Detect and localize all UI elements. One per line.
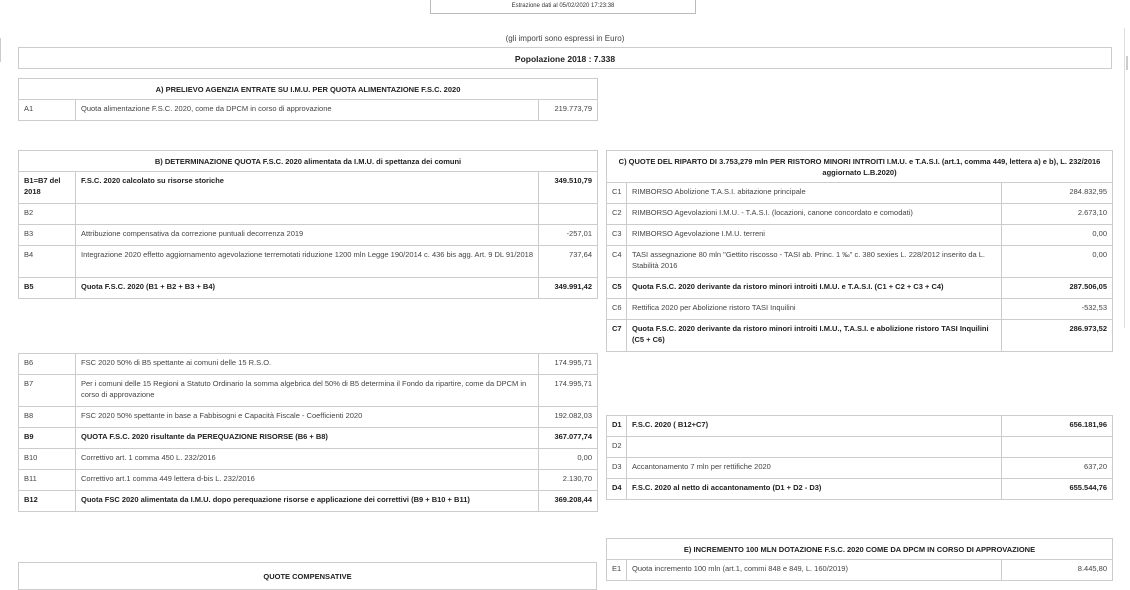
currency-note: (gli importi sono espressi in Euro) <box>505 34 625 43</box>
row-value: 219.773,79 <box>539 100 598 121</box>
row-value: 0,00 <box>1002 246 1113 278</box>
row-code: B6 <box>19 354 76 375</box>
row-value: 637,20 <box>1002 458 1113 479</box>
row-desc: F.S.C. 2020 al netto di accantonamento (D1 + D2 - D3) <box>627 479 1002 500</box>
row-value: 369.208,44 <box>539 491 598 512</box>
row-value: 8.445,80 <box>1002 560 1113 581</box>
row-code: B7 <box>19 375 76 407</box>
population-label: Popolazione 2018 : 7.338 <box>514 54 616 64</box>
row-desc <box>627 437 1002 458</box>
row-desc: QUOTA F.S.C. 2020 risultante da PEREQUAZIONE RISORSE (B6 + B8) <box>76 428 539 449</box>
table-row <box>19 470 598 491</box>
row-desc: Accantonamento 7 mln per rettifiche 2020 <box>627 458 1002 479</box>
row-desc <box>76 204 539 225</box>
table-row <box>607 278 1113 299</box>
table-row <box>607 479 1113 500</box>
table-row <box>19 354 598 375</box>
table-row <box>607 458 1113 479</box>
population-bar <box>18 47 1112 69</box>
row-desc: Integrazione 2020 effetto aggiornamento agevolazione terremotati riduzione 1200 mln Legge 190/2014 c. 436 bis agg. Art. 9 DL 91/2018 <box>76 246 539 278</box>
table-row <box>19 428 598 449</box>
row-value: 284.832,95 <box>1002 183 1113 204</box>
row-value <box>1002 437 1113 458</box>
row-code: B2 <box>19 204 76 225</box>
table-row <box>19 204 598 225</box>
section-e-table <box>606 538 1113 581</box>
row-desc: TASI assegnazione 80 mln "Gettito riscosso - TASI ab. Princ. 1 ‰" c. 380 sexies L. 228/2012 inserito da L. Stabilità 2016 <box>627 246 1002 278</box>
extraction-timestamp: Estrazione dati al 05/02/2020 17:23:38 <box>511 3 615 9</box>
row-desc: RIMBORSO Agevolazione I.M.U. terreni <box>627 225 1002 246</box>
table-row <box>607 437 1113 458</box>
scrollbar-track[interactable] <box>1124 28 1129 328</box>
table-row <box>607 299 1113 320</box>
table-row <box>19 375 598 407</box>
row-code: D4 <box>607 479 627 500</box>
row-desc: Quota F.S.C. 2020 (B1 + B2 + B3 + B4) <box>76 278 539 299</box>
row-value: 0,00 <box>539 449 598 470</box>
row-value: 0,00 <box>1002 225 1113 246</box>
row-desc: RIMBORSO Agevolazioni I.M.U. - T.A.S.I. (locazioni, canone concordato e comodati) <box>627 204 1002 225</box>
table-row <box>19 172 598 204</box>
row-value: 656.181,96 <box>1002 416 1113 437</box>
row-code: C4 <box>607 246 627 278</box>
row-code: B9 <box>19 428 76 449</box>
row-code: C6 <box>607 299 627 320</box>
table-row <box>607 246 1113 278</box>
row-value: 174.995,71 <box>539 375 598 407</box>
row-desc: RIMBORSO Abolizione T.A.S.I. abitazione principale <box>627 183 1002 204</box>
table-row <box>607 225 1113 246</box>
row-desc: Rettifica 2020 per Abolizione ristoro TASI Inquilini <box>627 299 1002 320</box>
row-value: 174.995,71 <box>539 354 598 375</box>
section-b-title: B) DETERMINAZIONE QUOTA F.S.C. 2020 alimentata da I.M.U. di spettanza dei comuni <box>19 151 598 172</box>
row-code: B4 <box>19 246 76 278</box>
row-value: 2.673,10 <box>1002 204 1113 225</box>
row-code: C5 <box>607 278 627 299</box>
row-desc: FSC 2020 50% di B5 spettante ai comuni delle 15 R.S.O. <box>76 354 539 375</box>
row-value: 655.544,76 <box>1002 479 1113 500</box>
row-value: 367.077,74 <box>539 428 598 449</box>
row-code: B1=B7 del 2018 <box>19 172 76 204</box>
row-code: C2 <box>607 204 627 225</box>
table-row <box>607 204 1113 225</box>
table-row <box>607 560 1113 581</box>
row-value: 192.082,03 <box>539 407 598 428</box>
row-code: B12 <box>19 491 76 512</box>
row-code: B11 <box>19 470 76 491</box>
row-desc: Quota FSC 2020 alimentata da I.M.U. dopo perequazione risorse e applicazione dei correttivi (B9 + B10 + B11) <box>76 491 539 512</box>
row-desc: F.S.C. 2020 calcolato su risorse storiche <box>76 172 539 204</box>
row-code: D3 <box>607 458 627 479</box>
table-row <box>19 246 598 278</box>
scrollbar-thumb[interactable] <box>1126 56 1128 70</box>
row-code: B8 <box>19 407 76 428</box>
section-a-table <box>18 78 598 121</box>
row-desc: FSC 2020 50% spettante in base a Fabbisogni e Capacità Fiscale - Coefficienti 2020 <box>76 407 539 428</box>
row-value: -532,53 <box>1002 299 1113 320</box>
row-code: B3 <box>19 225 76 246</box>
table-row <box>607 416 1113 437</box>
table-row <box>19 100 598 121</box>
section-a-title: A) PRELIEVO AGENZIA ENTRATE SU I.M.U. PER QUOTA ALIMENTAZIONE F.S.C. 2020 <box>19 79 598 100</box>
table-row <box>19 491 598 512</box>
section-b-table-continued <box>18 353 598 512</box>
section-c-table <box>606 150 1113 352</box>
section-e-title: E) INCREMENTO 100 MLN DOTAZIONE F.S.C. 2020 COME DA DPCM IN CORSO DI APPROVAZIONE <box>607 539 1113 560</box>
row-code: E1 <box>607 560 627 581</box>
table-row <box>19 449 598 470</box>
row-code: C1 <box>607 183 627 204</box>
row-value: 737,64 <box>539 246 598 278</box>
row-value: 349.510,79 <box>539 172 598 204</box>
row-value: 287.506,05 <box>1002 278 1113 299</box>
row-code: B10 <box>19 449 76 470</box>
row-desc: Correttivo art. 1 comma 450 L. 232/2016 <box>76 449 539 470</box>
row-code: C3 <box>607 225 627 246</box>
row-desc: Attribuzione compensativa da correzione puntuali decorrenza 2019 <box>76 225 539 246</box>
table-row <box>19 278 598 299</box>
row-value: 2.130,70 <box>539 470 598 491</box>
section-d-table <box>606 415 1113 500</box>
row-code: D2 <box>607 437 627 458</box>
quote-compensative-title: QUOTE COMPENSATIVE <box>19 563 597 590</box>
row-value: -257,01 <box>539 225 598 246</box>
row-code: D1 <box>607 416 627 437</box>
row-code: C7 <box>607 320 627 352</box>
table-row <box>607 183 1113 204</box>
row-desc: F.S.C. 2020 ( B12+C7) <box>627 416 1002 437</box>
row-desc: Correttivo art.1 comma 449 lettera d-bis L. 232/2016 <box>76 470 539 491</box>
quote-compensative-table <box>18 562 597 590</box>
table-row <box>607 320 1113 352</box>
row-value: 286.973,52 <box>1002 320 1113 352</box>
row-desc: Quota alimentazione F.S.C. 2020, come da DPCM in corso di approvazione <box>76 100 539 121</box>
row-desc: Quota F.S.C. 2020 derivante da ristoro minori introiti I.M.U. e T.A.S.I. (C1 + C2 + C3 + C4) <box>627 278 1002 299</box>
section-c-title: C) QUOTE DEL RIPARTO DI 3.753,279 mln PER RISTORO MINORI INTROITI I.M.U. e T.A.S.I. (art.1, comma 449, lettera a) e b), L. 232/2016 aggiornato L.B.2020) <box>607 151 1113 183</box>
row-value <box>539 204 598 225</box>
table-row <box>19 225 598 246</box>
table-row <box>19 407 598 428</box>
section-b-table <box>18 150 598 299</box>
report-header-box <box>430 0 696 14</box>
row-desc: Quota F.S.C. 2020 derivante da ristoro minori introiti I.M.U., T.A.S.I. e abolizione ristoro TASI Inquilini (C5 + C6) <box>627 320 1002 352</box>
row-desc: Per i comuni delle 15 Regioni a Statuto Ordinario la somma algebrica del 50% di B5 determina il Fondo da ripartire, come da DPCM in corso di approvazione <box>76 375 539 407</box>
row-code: B5 <box>19 278 76 299</box>
row-desc: Quota incremento 100 mln (art.1, commi 848 e 849, L. 160/2019) <box>627 560 1002 581</box>
row-code: A1 <box>19 100 76 121</box>
row-value: 349.991,42 <box>539 278 598 299</box>
